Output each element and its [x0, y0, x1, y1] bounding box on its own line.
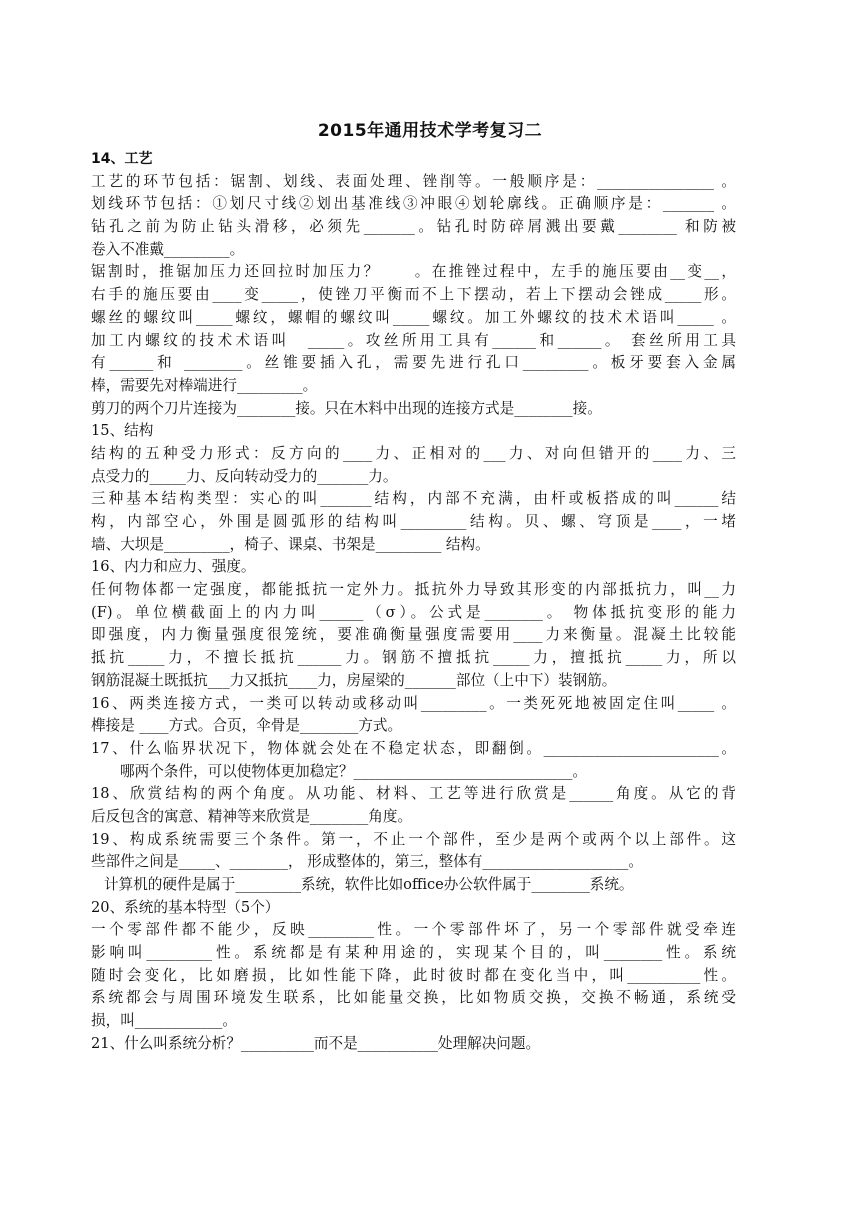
text-line: 系统都会与周围环境发生联系，比如能量交换，比如物质交换，交换不畅通，系统受 [91, 989, 736, 1007]
text-line: 21、什么叫系统分析？__________而不是___________处理解决问题。 [91, 1034, 541, 1052]
text-line: 抵抗_____力，不擅长抵抗______力。钢筋不擅抵抗_____力，擅抵抗_____力，所以 [91, 649, 736, 667]
text-line: 钻孔之前为防止钻头滑移，必须先_______。钻孔时防碎屑溅出要戴________ 和防被 [91, 218, 736, 236]
text-line: 计算机的硬件是属于_________系统，软件比如office办公软件属于________系统。 [104, 876, 634, 893]
text-line: 即强度，内力衡量强度很笼统，要准确衡量强度需要用____力来衡量。混凝土比较能 [91, 626, 736, 644]
text-line: 19、构成系统需要三个条件。第一，不止一个部件，至少是两个或两个以上部件。这 [91, 830, 736, 848]
text-line: 右手的施压要由____变_____，使锉刀平衡而不上下摆动，若上下摆动会锉成_____形。 [91, 286, 736, 304]
text-line: 20、系统的基本特型（5个） [91, 898, 280, 916]
text-line: 螺丝的螺纹叫_____螺纹，螺帽的螺纹叫_____螺纹。加工外螺纹的技术术语叫_____ 。 [91, 308, 736, 326]
text-line: 三种基本结构类型：实心的叫_______结构，内部不充满，由杆或板搭成的叫______结 [91, 490, 736, 508]
section-heading: 14、工艺 [91, 151, 153, 167]
text-line: 哪两个条件，可以使物体更加稳定？______________________________。 [120, 762, 588, 780]
text-line: 工艺的环节包括：锯割、划线、表面处理、锉削等。一般顺序是：________________ 。 [91, 172, 736, 190]
text-line: (F)。单位横截面上的内力叫______（σ）。公式是________。 物体抵抗变形的能力 [91, 603, 736, 621]
text-line: 结构的五种受力形式：反方向的____力、正相对的___力、对向但错开的____力、三 [91, 444, 736, 462]
text-line: 点受力的_____力、反向转动受力的_______力。 [91, 467, 398, 485]
text-line: 剪刀的两个刀片连接为________接。只在木料中出现的连接方式是________接。 [91, 399, 602, 417]
text-line: 随时会变化，比如磨损，比如性能下降，此时彼时都在变化当中，叫__________性。 [91, 966, 736, 984]
text-line: 加工内螺纹的技术术语叫 _____。攻丝所用工具有______和______。 套丝所用工具 [91, 331, 736, 349]
text-line: 榫接是 ____方式。合页，伞骨是________方式。 [91, 717, 403, 735]
text-line: 16、两类连接方式，一类可以转动或移动叫_________。一类死死地被固定住叫_____ 。 [91, 694, 736, 712]
text-line: 损，叫____________。 [91, 1012, 237, 1030]
text-line: 卷入不准戴_________。 [91, 240, 245, 258]
text-line: 棒，需要先对棒端进行_________。 [91, 376, 318, 394]
text-line: 18、欣赏结构的两个角度。从功能、材料、工艺等进行欣赏是______角度。从它的背 [91, 785, 736, 803]
text-line: 17、什么临界状况下，物体就会处在不稳定状态，即翻倒。________________________。 [91, 739, 736, 757]
page-title: 2015年通用技术学考复习二 [317, 121, 543, 141]
text-line: 任何物体都一定强度，都能抵抗一定外力。抵抗外力导致其形变的内部抵抗力，叫__力 [91, 581, 736, 599]
text-line: 影响叫_________性。系统都是有某种用途的，实现某个目的，叫________性。系统 [91, 944, 736, 962]
text-line: 钢筋混凝土既抵抗___力又抵抗____力，房屋梁的_______部位（上中下）装钢筋。 [91, 671, 617, 689]
text-line: 些部件之间是_____、________， 形成整体的，第三，整体有____________________。 [91, 853, 643, 871]
text-line: 划线环节包括：①划尺寸线②划出基准线③冲眼④划轮廓线。正确顺序是：_______ 。 [91, 195, 736, 213]
document-body [91, 148, 736, 1056]
text-line: 锯割时，推锯加压力还回拉时加压力？ 。在推锉过程中，左手的施压要由__变__， [91, 263, 736, 281]
text-line: 有______和 ________。丝锥要插入孔，需要先进行孔口_________。板牙要套入金属 [91, 354, 736, 372]
text-line: 一个零部件都不能少，反映_________性。一个零部件坏了，另一个零部件就受牵连 [91, 921, 736, 939]
text-line: 16、内力和应力、强度。 [91, 558, 256, 576]
text-line: 15、结构 [91, 422, 154, 440]
text-line: 后反包含的寓意、精神等来欣赏是________角度。 [91, 807, 413, 825]
text-line: 构，内部空心，外围是圆弧形的结构叫_________结构。贝、螺、穹顶是____，一堵 [91, 513, 736, 530]
text-line: 墙、大坝是_________，椅子、课桌、书架是_________ 结构。 [91, 535, 490, 553]
